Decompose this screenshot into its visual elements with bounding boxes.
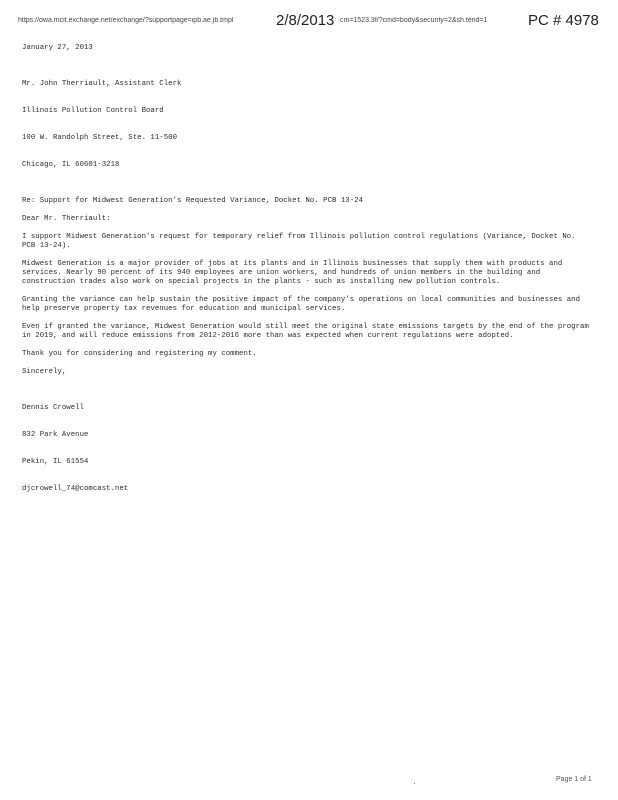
signature-email: djcrowell_74@comcast.net [22, 485, 129, 493]
body-paragraph: Granting the variance can help sustain the positive impact of the company's operations on local communities and businesses and help preserve property tax revenues for education and municipal services. [22, 296, 585, 313]
subject-line: Re: Support for Midwest Generation's Requested Variance, Docket No. PCB 13-24 [22, 197, 364, 205]
recipient-line: Chicago, IL 60601-3218 [22, 161, 120, 169]
header-date: 2/8/2013 [276, 12, 335, 29]
scan-speck [414, 783, 415, 784]
recipient-address [22, 62, 592, 188]
recipient-line: Mr. John Therriault, Assistant Clerk [22, 80, 182, 88]
closing: Sincerely, [22, 368, 67, 376]
letter-body [22, 44, 592, 512]
body-paragraph: Thank you for considering and registering my comment. [22, 350, 257, 358]
page-number: Page 1 of 1 [556, 776, 592, 783]
signature-line: Dennis Crowell [22, 404, 85, 412]
body-paragraph: Midwest Generation is a major provider of jobs at its plants and in Illinois businesses that supply them with products and services. Nearly 90 percent of its 940 employees are union workers, and hundreds of union members in the building and construction trades also work on special projects in the plants - such as installing new pollution controls. [22, 260, 567, 286]
signature-line: 832 Park Avenue [22, 431, 89, 439]
signature-line: Pekin, IL 61554 [22, 458, 89, 466]
letter-date: January 27, 2013 [22, 44, 93, 52]
header-url-left: https://owa.mcit.exchange.net/exchange/?supportpage=ipb.ae.jb.tmpl [18, 17, 234, 24]
body-paragraph: Even if granted the variance, Midwest Generation would still meet the original state emissions targets by the end of the program in 2019, and will reduce emissions from 2012-2016 more than was expected when current regulations were adopted. [22, 323, 594, 340]
signature-block [22, 386, 592, 512]
recipient-line: Illinois Pollution Control Board [22, 107, 164, 115]
header-url-right: cm=1523.3f/?cmd=body&security=2&sh.terid=1 [340, 17, 488, 24]
pc-number: PC # 4978 [528, 12, 599, 29]
salutation: Dear Mr. Therriault: [22, 215, 111, 223]
recipient-line: 100 W. Randolph Street, Ste. 11-500 [22, 134, 178, 142]
body-paragraph: I support Midwest Generation's request for temporary relief from Illinois pollution control regulations (Variance, Docket No. PCB 13-24). [22, 233, 581, 250]
